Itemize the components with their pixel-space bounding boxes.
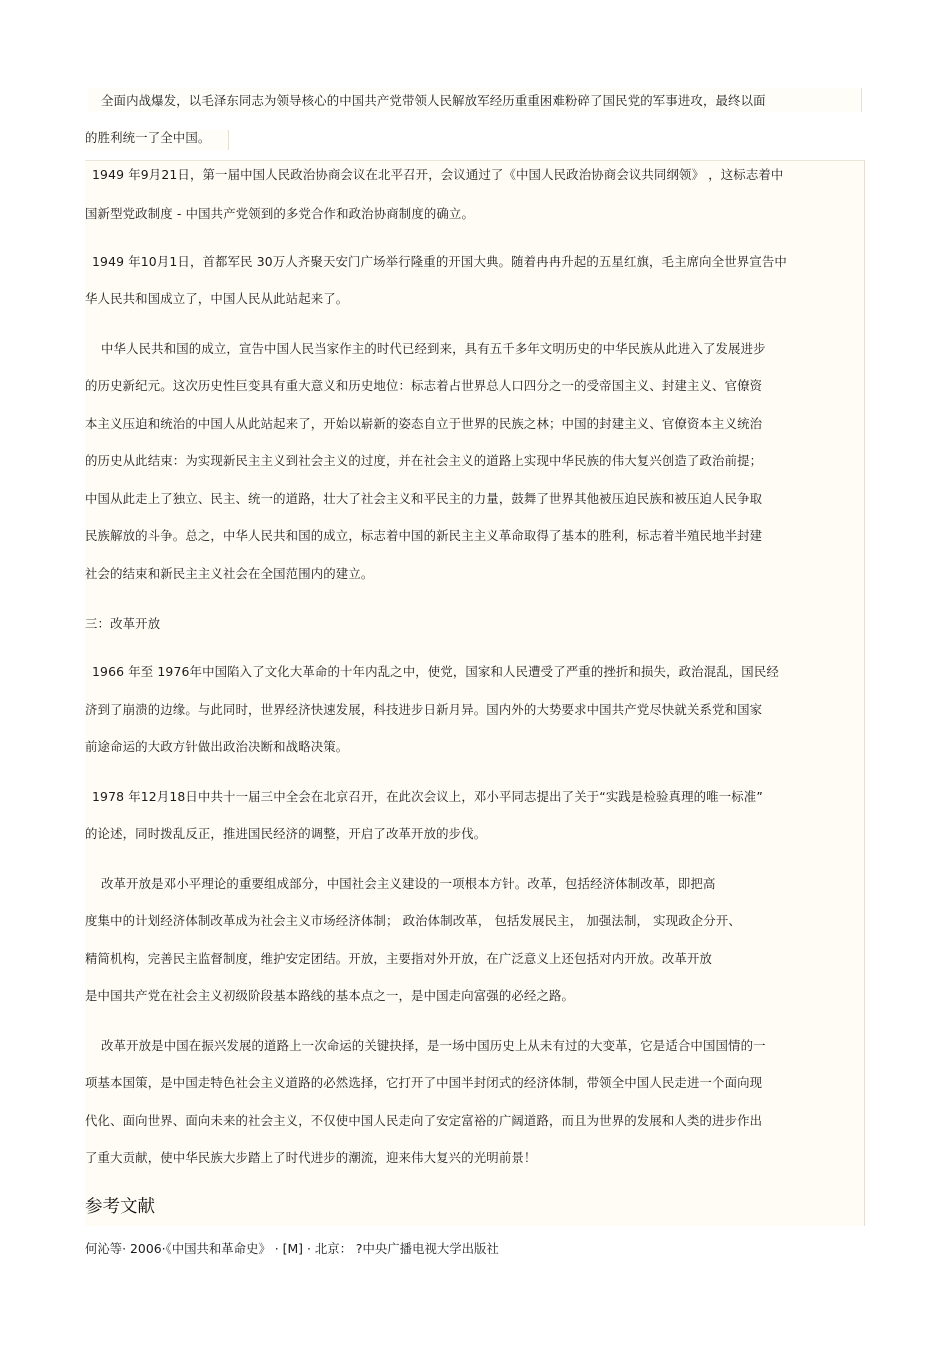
references-heading: 参考文献 <box>85 1197 155 1217</box>
paragraph-line: 是中国共产党在社会主义初级阶段基本路线的基本点之一，是中国走向富强的必经之路。 <box>85 988 575 1003</box>
paragraph-line: 改革开放是中国在振兴发展的道路上一次命运的关键抉择，是一场中国历史上从未有过的大变革，它是适合中国国情的一 <box>101 1038 766 1053</box>
paragraph-line: 了重大贡献，使中华民族大步踏上了时代进步的潮流，迎来伟大复兴的光明前景！ <box>85 1150 537 1165</box>
paragraph-line: 项基本国策，是中国走特色社会主义道路的必然选择，它打开了中国半封闭式的经济体制，带领全中国人民走进一个面向现 <box>85 1075 763 1090</box>
paragraph-line: 的历史新纪元。这次历史性巨变具有重大意义和历史地位：标志着占世界总人口四分之一的受帝国主义、封建主义、官僚资 <box>85 378 763 393</box>
reference-entry: 何沁等· 2006·《中国共和革命史》 · [M] · 北京： ?中央广播电视大学出版社 <box>85 1241 499 1256</box>
paragraph-line: 社会的结束和新民主主义社会在全国范围内的建立。 <box>85 566 374 581</box>
paragraph-line: 代化、面向世界、面向未来的社会主义，不仅使中国人民走向了安定富裕的广阔道路，而且为世界的发展和人类的进步作出 <box>85 1113 763 1128</box>
section-heading: 三：改革开放 <box>85 616 161 631</box>
paragraph-line: 的历史从此结束：为实现新民主主义到社会主义的过度，并在社会主义的道路上实现中华民族的伟大复兴创造了政治前提； <box>85 453 763 468</box>
highlight-box-main <box>85 160 865 1226</box>
paragraph-line: 国新型党政制度 - 中国共产党领到的多党合作和政治协商制度的确立。 <box>85 206 475 221</box>
paragraph-line: 中华人民共和国的成立，宣告中国人民当家作主的时代已经到来，具有五千多年文明历史的中华民族从此进入了发展进步 <box>101 341 766 356</box>
paragraph-line: 度集中的计划经济体制改革成为社会主义市场经济体制； 政治体制改革， 包括发展民主， 加强法制， 实现政企分开、 <box>85 913 741 928</box>
paragraph-line: 的胜利统一了全中国。 <box>85 130 211 145</box>
paragraph-line: 济到了崩溃的边缘。与此同时，世界经济快速发展，科技进步日新月异。国内外的大势要求中国共产党尽快就关系党和国家 <box>85 702 763 717</box>
paragraph-line: 本主义压迫和统治的中国人从此站起来了，开始以崭新的姿态自立于世界的民族之林；中国的封建主义、官僚资本主义统治 <box>85 416 763 431</box>
paragraph-line: 全面内战爆发，以毛泽东同志为领导核心的中国共产党带领人民解放军经历重重困难粉碎了国民党的军事进攻，最终以面 <box>101 93 766 108</box>
paragraph-line: 的论述，同时拨乱反正，推进国民经济的调整，开启了改革开放的步伐。 <box>85 826 487 841</box>
paragraph-line: 民族解放的斗争。总之，中华人民共和国的成立，标志着中国的新民主主义革命取得了基本的胜利，标志着半殖民地半封建 <box>85 528 763 543</box>
paragraph-line: 改革开放是邓小平理论的重要组成部分，中国社会主义建设的一项根本方针。改革，包括经济体制改革，即把高 <box>101 876 716 891</box>
paragraph-line: 前途命运的大政方针做出政治决断和战略决策。 <box>85 739 349 754</box>
paragraph-line: 1978 年12月18日中共十一届三中全会在北京召开，在此次会议上，邓小平同志提出了关于“实践是检验真理的唯一标准” <box>92 789 763 804</box>
paragraph-line: 精简机构，完善民主监督制度，维护安定团结。开放，主要指对外开放，在广泛意义上还包括对内开放。改革开放 <box>85 951 713 966</box>
paragraph-line: 华人民共和国成立了，中国人民从此站起来了。 <box>85 291 349 306</box>
paragraph-line: 1949 年10月1日，首都军民 30万人齐聚天安门广场举行隆重的开国大典。随着冉冉升起的五星红旗，毛主席向全世界宣告中 <box>92 254 787 269</box>
paragraph-line: 中国从此走上了独立、民主、统一的道路，壮大了社会主义和平民主的力量，鼓舞了世界其他被压迫民族和被压迫人民争取 <box>85 491 763 506</box>
paragraph-line: 1949 年9月21日，第一届中国人民政治协商会议在北平召开，会议通过了《中国人民政治协商会议共同纲领》 ，这标志着中 <box>92 167 784 182</box>
paragraph-line: 1966 年至 1976年中国陷入了文化大革命的十年内乱之中，使党，国家和人民遭受了严重的挫折和损失，政治混乱，国民经 <box>92 664 779 679</box>
